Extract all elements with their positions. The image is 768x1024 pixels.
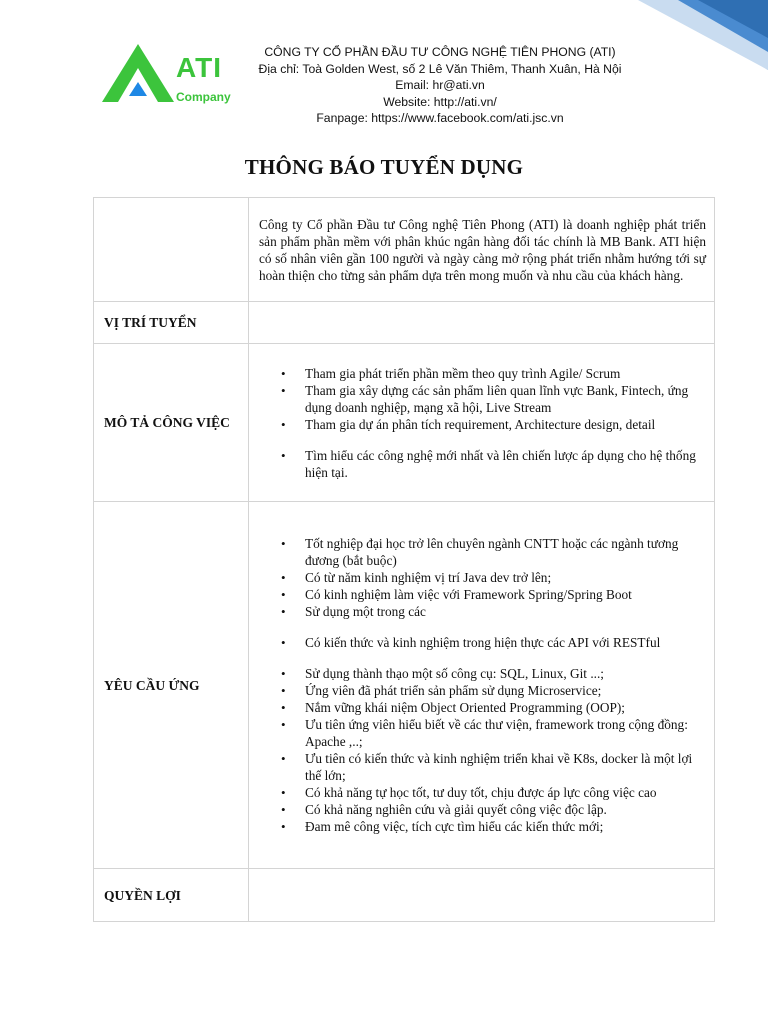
intro-row bbox=[94, 198, 715, 302]
list-item: • Có khả năng tự học tốt, tư duy tốt, chịu được áp lực công việc cao bbox=[305, 784, 706, 801]
description-list bbox=[259, 365, 706, 481]
company-address: Địa chỉ: Toà Golden West, số 2 Lê Văn Thiêm, Thanh Xuân, Hà Nội bbox=[258, 61, 622, 76]
corner-decoration bbox=[638, 0, 768, 70]
company-name: CÔNG TY CỔ PHẦN ĐẦU TƯ CÔNG NGHỆ TIÊN PHONG (ATI) bbox=[264, 45, 616, 59]
intro-text: Công ty Cổ phần Đầu tư Công nghệ Tiên Phong (ATI) là doanh nghiệp phát triển sản phẩm phần mềm với phân khúc ngân hàng đối tác chính là MB Bank. ATI hiện có số nhân viên gần 100 người và ngày càng mở rộng phát triển nhằm hướng tới sự hoàn thiện cho từng sản phẩm dựa trên mong muốn và nhu cầu của khách hàng. bbox=[259, 216, 706, 283]
list-item: • Có kinh nghiệm làm việc với Framework Spring/Spring Boot bbox=[305, 586, 706, 603]
benefits-value bbox=[249, 869, 715, 922]
description-label: MÔ TẢ CÔNG VIỆC bbox=[94, 344, 249, 502]
company-email: Email: hr@ati.vn bbox=[395, 78, 485, 93]
company-header bbox=[230, 44, 650, 127]
benefits-row bbox=[94, 869, 715, 922]
company-website: Website: http://ati.vn/ bbox=[383, 94, 497, 109]
position-value bbox=[249, 302, 715, 344]
list-item: • Có từ năm kinh nghiệm vị trí Java dev trở lên; bbox=[305, 569, 706, 586]
logo-subtext: Company bbox=[176, 90, 231, 104]
benefits-label: QUYỀN LỢI bbox=[94, 869, 249, 922]
list-item: • Tham gia xây dựng các sản phẩm liên quan lĩnh vực Bank, Fintech, ứng dụng doanh nghiệp, mạng xã hội, Live Stream bbox=[305, 382, 706, 416]
requirements-row bbox=[94, 502, 715, 869]
list-item: • Ưu tiên ứng viên hiểu biết về các thư viện, framework trong cộng đồng: Apache ,..; bbox=[305, 716, 706, 750]
position-label: VỊ TRÍ TUYỂN bbox=[94, 302, 249, 344]
list-item: • Có kiến thức và kinh nghiệm trong hiện thực các API với RESTful bbox=[305, 634, 706, 651]
list-item: • Tốt nghiệp đại học trở lên chuyên ngành CNTT hoặc các ngành tương đương (bắt buộc) bbox=[305, 535, 706, 569]
list-item: • Sử dụng thành thạo một số công cụ: SQL, Linux, Git ...; bbox=[305, 665, 706, 682]
intro-cell bbox=[249, 198, 715, 302]
empty-label-cell bbox=[94, 198, 249, 302]
list-item: • Sử dụng một trong các bbox=[305, 603, 706, 620]
requirements-label: YÊU CẦU ỨNG bbox=[94, 502, 249, 869]
list-item: • Nắm vững khái niệm Object Oriented Programming (OOP); bbox=[305, 699, 706, 716]
page-title: THÔNG BÁO TUYỂN DỤNG bbox=[244, 155, 524, 179]
description-row bbox=[94, 344, 715, 502]
list-item: • Ưu tiên có kiến thức và kinh nghiệm triển khai về K8s, docker là một lợi thế lớn; bbox=[305, 750, 706, 784]
requirements-cell bbox=[249, 502, 715, 869]
list-item: • Đam mê công việc, tích cực tìm hiểu các kiến thức mới; bbox=[305, 818, 706, 835]
list-item: • Có khả năng nghiên cứu và giải quyết công việc độc lập. bbox=[305, 801, 706, 818]
job-table bbox=[93, 197, 715, 922]
description-cell bbox=[249, 344, 715, 502]
requirements-list bbox=[259, 535, 706, 835]
logo-text: ATI bbox=[176, 52, 223, 83]
list-item: • Tham gia phát triển phần mềm theo quy trình Agile/ Scrum bbox=[305, 365, 706, 382]
list-item: • Tham gia dự án phân tích requirement, Architecture design, detail bbox=[305, 416, 706, 433]
position-row bbox=[94, 302, 715, 344]
company-logo bbox=[98, 40, 238, 106]
company-fanpage: Fanpage: https://www.facebook.com/ati.jsc.vn bbox=[316, 111, 564, 126]
list-item: • Tìm hiểu các công nghệ mới nhất và lên chiến lược áp dụng cho hệ thống hiện tại. bbox=[305, 447, 706, 481]
logo-mark-icon bbox=[98, 40, 178, 106]
list-item: • Ứng viên đã phát triển sản phẩm sử dụng Microservice; bbox=[305, 682, 706, 699]
